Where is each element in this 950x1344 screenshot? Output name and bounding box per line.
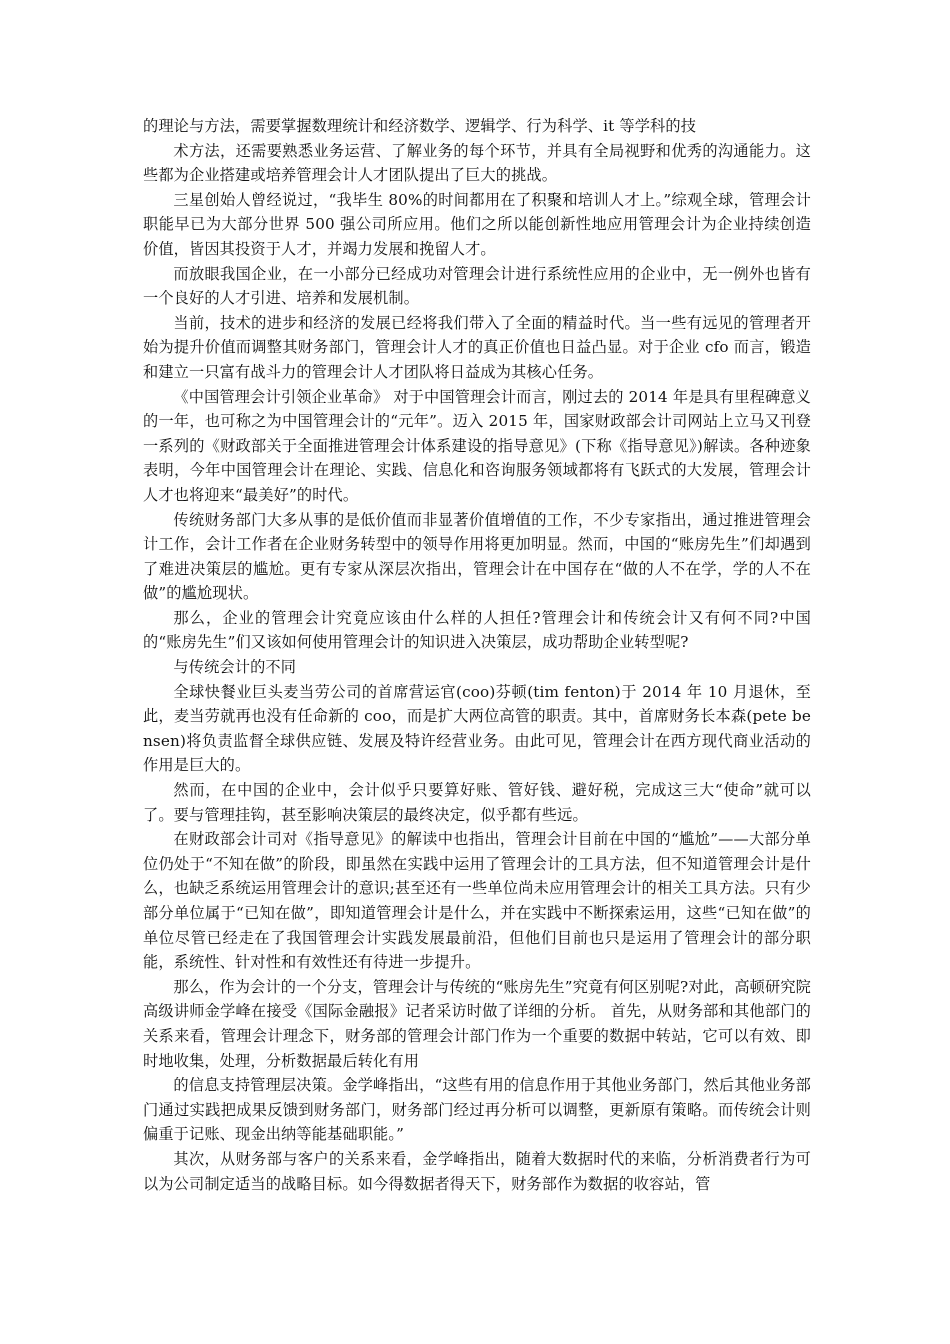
paragraph-8: 那么，企业的管理会计究竟应该由什么样的人担任?管理会计和传统会计又有何不同?中国的“账房先生”们又该如何使用管理会计的知识进入决策层，成功帮助企业转型呢? — [143, 608, 811, 652]
paragraph-7: 传统财务部门大多从事的是低价值而非显著价值增值的工作，不少专家指出，通过推进管理会计工作，会计工作者在企业财务转型中的领导作用将更加明显。然而，中国的“账房先生”们却遇到了难进决策层的尴尬。更有专家从深层次指出，管理会计在中国存在“做的人不在学，学的人不在做”的尴尬现状。 — [143, 510, 811, 603]
paragraph-9: 全球快餐业巨头麦当劳公司的首席营运官(coo)芬顿(tim fenton)于 2014 年 10 月退休，至此，麦当劳就再也没有任命新的 coo，而是扩大两位高管的职责。其中，首席财务长本森(pete bensen)将负责监督全球供应链、发展及特许经营业务。由此可见，管理会计在西方现代商业活动的作用是巨大的。 — [143, 682, 811, 775]
paragraph-1: 的理论与方法，需要掌握数理统计和经济数学、逻辑学、行为科学、it 等学科的技 — [143, 117, 697, 135]
section-heading: 与传统会计的不同 — [173, 658, 297, 677]
paragraph-2: 术方法，还需要熟悉业务运营、了解业务的每个环节，并具有全局视野和优秀的沟通能力。这些都为企业搭建或培养管理会计人才团队提出了巨大的挑战。 — [143, 141, 811, 185]
paragraph-4: 而放眼我国企业，在一小部分已经成功对管理会计进行系统性应用的企业中，无一例外也皆有一个良好的人才引进、培养和发展机制。 — [143, 264, 811, 308]
paragraph-5: 当前，技术的进步和经济的发展已经将我们带入了全面的精益时代。当一些有远见的管理者开始为提升价值而调整其财务部门，管理会计人才的真正价值也日益凸显。对于企业 cfo 而言，锻造和建立一只富有战斗力的管理会计人才团队将日益成为其核心任务。 — [143, 313, 811, 381]
paragraph-11: 在财政部会计司对《指导意见》的解读中也指出，管理会计目前在中国的“尴尬”——大部分单位仍处于“不知在做”的阶段，即虽然在实践中运用了管理会计的工具方法，但不知道管理会计是什么，也缺乏系统运用管理会计的意识;甚至还有一些单位尚未应用管理会计的相关工具方法。只有少部分单位属于“已知在做”，即知道管理会计是什么，并在实践中不断探索运用，这些“已知在做”的单位尽管已经走在了我国管理会计实践发展最前沿，但他们目前也只是运用了管理会计的部分职能，系统性、针对性和有效性还有待进一步提升。 — [143, 830, 811, 972]
paragraph-12: 那么，作为会计的一个分支，管理会计与传统的“账房先生”究竟有何区别呢?对此，高顿研究院高级讲师金学峰在接受《国际金融报》记者采访时做了详细的分析。 首先，从财务部和其他部门的关系来看，管理会计理念下，财务部的管理会计部门作为一个重要的数据中转站，它可以有效、即时地收集，处理，分析数据最后转化有用 — [143, 977, 812, 1070]
document-page — [143, 114, 811, 1196]
paragraph-3: 三星创始人曾经说过，“我毕生 80%的时间都用在了积聚和培训人才上。”综观全球，管理会计职能早已为大部分世界 500 强公司所应用。他们之所以能创新性地应用管理会计为企业持续创造价值，皆因其投资于人才，并竭力发展和挽留人才。 — [143, 190, 811, 258]
paragraph-6: 《中国管理会计引领企业革命》 对于中国管理会计而言，刚过去的 2014 年是具有里程碑意义的一年，也可称之为中国管理会计的“元年”。迈入 2015 年，国家财政部会计司网站上立马又刊登一系列的《财政部关于全面推进管理会计体系建设的指导意见》(下称《指导意见》)解读。各种迹象表明，今年中国管理会计在理论、实践、信息化和咨询服务领域都将有飞跃式的大发展，管理会计人才也将迎来“最美好”的时代。 — [143, 387, 811, 504]
paragraph-10: 然而，在中国的企业中，会计似乎只要算好账、管好钱、避好税，完成这三大“使命”就可以了。要与管理挂钩，甚至影响决策层的最终决定，似乎都有些远。 — [143, 781, 811, 824]
paragraph-14: 其次，从财务部与客户的关系来看，金学峰指出，随着大数据时代的来临，分析消费者行为可以为公司制定适当的战略目标。如今得数据者得天下，财务部作为数据的收容站，管 — [143, 1149, 811, 1193]
paragraph-13: 的信息支持管理层决策。金学峰指出，“这些有用的信息作用于其他业务部门，然后其他业务部门通过实践把成果反馈到财务部门，财务部门经过再分析可以调整，更新原有策略。而传统会计则偏重于记账、现金出纳等能基础职能。” — [143, 1076, 811, 1144]
